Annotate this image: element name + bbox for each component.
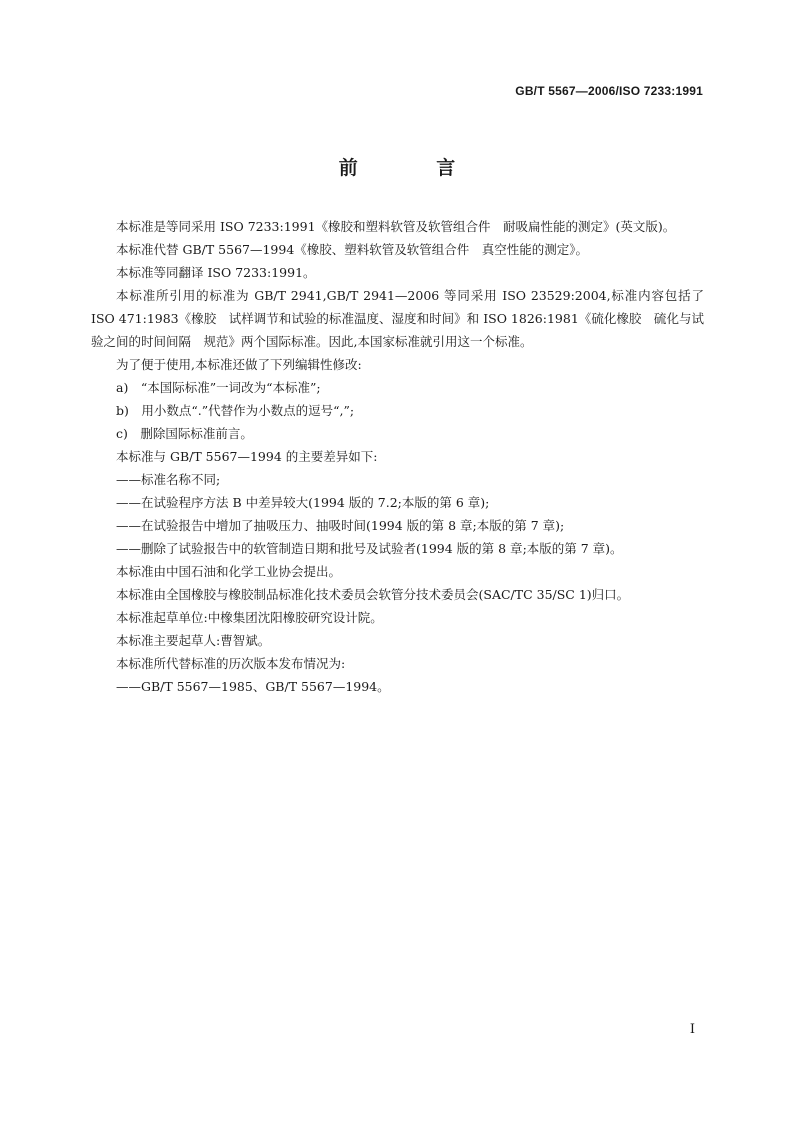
paragraph-drafters: 本标准主要起草人:曹智斌。	[116, 633, 271, 648]
paragraph-editorial-intro: 为了便于使用,本标准还做了下列编辑性修改:	[116, 357, 362, 372]
page-number: I	[689, 1022, 695, 1037]
paragraph-adoption: 本标准是等同采用 ISO 7233:1991《橡胶和塑料软管及软管组合件 耐吸扁性能的测定》(英文版)。	[116, 219, 676, 234]
difference-item: ——标准名称不同;	[116, 472, 221, 487]
list-item-a: a) “本国际标准”一词改为“本标准”;	[116, 380, 321, 395]
paragraph-centralized-by: 本标准由全国橡胶与橡胶制品标准化技术委员会软管分技术委员会(SAC/TC 35/SC 1)归口。	[116, 587, 630, 602]
paragraph-translation: 本标准等同翻译 ISO 7233:1991。	[116, 265, 316, 280]
list-item-c: c) 删除国际标准前言。	[116, 426, 253, 441]
paragraph-replaces: 本标准代替 GB/T 5567—1994《橡胶、塑料软管及软管组合件 真空性能的测定》。	[116, 242, 589, 257]
difference-item: ——删除了试验报告中的软管制造日期和批号及试验者(1994 版的第 8 章;本版的第 7 章)。	[116, 541, 623, 556]
list-item-b: b) 用小数点“.”代替作为小数点的逗号“,”;	[116, 403, 355, 418]
paragraph-history-intro: 本标准所代替标准的历次版本发布情况为:	[116, 656, 346, 671]
paragraph-differences-intro: 本标准与 GB/T 5567—1994 的主要差异如下:	[116, 449, 378, 464]
paragraph-referenced-standards: 本标准所引用的标准为 GB/T 2941,GB/T 2941—2006 等同采用 ISO 23529:2004,标准内容包括了 ISO 471:1983《橡胶 试样调节和试验的标准温度、湿度和时间》和 ISO 1826:1981《硫化橡胶 硫化与试验之间的时间间隔 规范》两个国际标准。因此,本国家标准就引用这一个标准。	[91, 288, 704, 349]
paragraph-drafting-unit: 本标准起草单位:中橡集团沈阳橡胶研究设计院。	[116, 610, 383, 625]
history-item: ——GB/T 5567—1985、GB/T 5567—1994。	[116, 679, 390, 694]
page-title: 前 言	[338, 157, 492, 179]
foreword-body	[91, 215, 704, 698]
standard-code: GB/T 5567—2006/ISO 7233:1991	[515, 84, 703, 98]
paragraph-proposed-by: 本标准由中国石油和化学工业协会提出。	[116, 564, 342, 579]
difference-item: ——在试验报告中增加了抽吸压力、抽吸时间(1994 版的第 8 章;本版的第 7 章);	[116, 518, 565, 533]
difference-item: ——在试验程序方法 B 中差异较大(1994 版的 7.2;本版的第 6 章);	[116, 495, 490, 510]
